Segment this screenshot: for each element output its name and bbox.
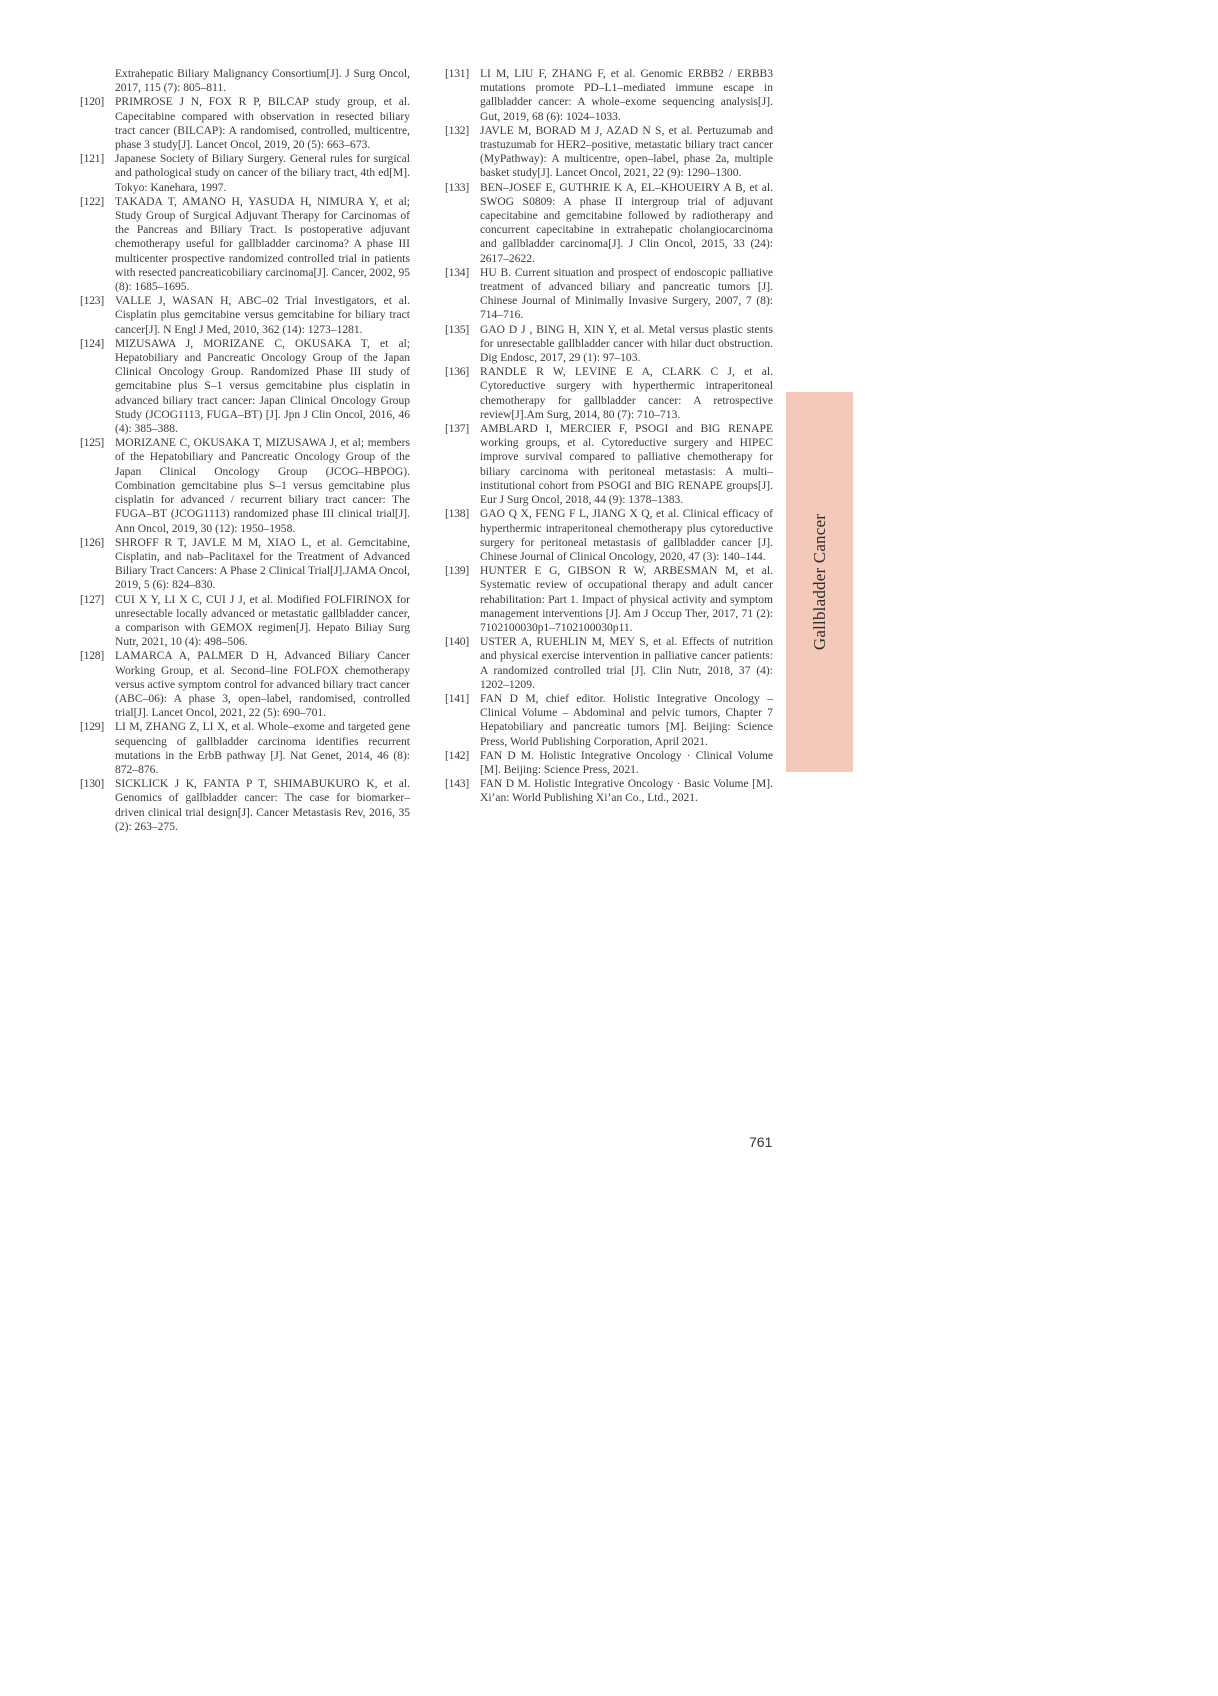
reference-entry (80, 649, 410, 720)
reference-text: GAO D J , BING H, XIN Y, et al. Metal versus plastic stents for unresectable gallbladder cancer with hilar duct obstruction. Dig Endosc, 2017, 29 (1): 97–103. (480, 323, 773, 365)
page-number: 761 (749, 1134, 773, 1150)
reference-text: Extrahepatic Biliary Malignancy Consortium[J]. J Surg Oncol, 2017, 115 (7): 805–811. (115, 68, 410, 95)
reference-text: SHROFF R T, JAVLE M M, XIAO L, et al. Gemcitabine, Cisplatin, and nab–Paclitaxel for the Treatment of Advanced Biliary Tract Cancers: A Phase 2 Clinical Trial[J].JAMA Oncol, 2019, 5 (6): 824–830. (115, 536, 410, 592)
reference-number: [135] (445, 323, 470, 336)
reference-text: RANDLE R W, LEVINE E A, CLARK C J, et al. Cytoreductive surgery with hyperthermic intraperitoneal chemotherapy for gallbladder cancer: A retrospective review[J].Am Surg, 2014, 80 (7): 710–713. (480, 366, 773, 421)
reference-number: [127] (80, 593, 105, 606)
reference-number: [128] (80, 650, 105, 663)
reference-number: [126] (80, 536, 105, 549)
reference-number: [132] (445, 124, 470, 137)
reference-entry (445, 422, 773, 507)
reference-entry (445, 507, 773, 564)
reference-text: MIZUSAWA J, MORIZANE C, OKUSAKA T, et al; Hepatobiliary and Pancreatic Oncology Group of the Japan Clinical Oncology Group. Randomized Phase III study of gemcitabine plus S–1 versus gemcitabine plus cisplatin in advanced biliary tract cancer: Japan Clinical Oncology Group Study (JCOG1113, FUGA–BT) [J]. Jpn J Clin Oncol, 2016, 46 (4): 385–388. (115, 337, 410, 436)
reference-number: [134] (445, 266, 470, 279)
reference-number: [141] (445, 692, 470, 705)
reference-text: AMBLARD I, MERCIER F, PSOGI and BIG RENAPE working groups, et al. Cytoreductive surgery and HIPEC improve survival compared to palliative chemotherapy for biliary carcinoma with peritoneal metastasis: A multi–institutional cohort from PSOGI and BIG RENAPE groups[J]. Eur J Surg Oncol, 2018, 44 (9): 1378–1383. (480, 423, 773, 507)
reference-text: LI M, LIU F, ZHANG F, et al. Genomic ERBB2 / ERBB3 mutations promote PD–L1–mediated immune escape in gallbladder cancer: A whole–exome sequencing analysis[J]. Gut, 2019, 68 (6): 1024–1033. (480, 68, 773, 123)
reference-number: [122] (80, 195, 105, 208)
reference-number: [143] (445, 778, 470, 791)
reference-text: HU B. Current situation and prospect of endoscopic palliative treatment of advanced biliary and pancreatic tumors [J]. Chinese Journal of Minimally Invasive Surgery, 2007, 7 (8): 714–716. (480, 266, 773, 322)
reference-text: PRIMROSE J N, FOX R P, BILCAP study group, et al. Capecitabine compared with observation in resected biliary tract cancer (BILCAP): A randomised, controlled, multicentre, phase 3 study[J]. Lancet Oncol, 2019, 20 (5): 663–673. (115, 96, 410, 152)
reference-text: Japanese Society of Biliary Surgery. General rules for surgical and pathological study on cancer of the biliary tract, 4th ed[M]. Tokyo: Kanehara, 1997. (115, 153, 410, 194)
reference-entry (445, 67, 773, 124)
reference-entry (80, 95, 410, 152)
reference-entry (80, 436, 410, 535)
reference-number: [131] (445, 68, 470, 80)
reference-text: FAN D M, chief editor. Holistic Integrative Oncology – Clinical Volume – Abdominal and pelvic tumors, Chapter 7 Hepatobiliary and pancreatic tumors [M]. Beijing: Science Press, World Publishing Corporation, April 2021. (480, 692, 773, 748)
reference-entry (445, 777, 773, 805)
reference-entry (445, 323, 773, 366)
reference-text: GAO Q X, FENG F L, JIANG X Q, et al. Clinical efficacy of hyperthermic intraperitoneal chemotherapy plus cytoreductive surgery for peritoneal metastasis of gallbladder cancer [J]. Chinese Journal of Clinical Oncology, 2020, 47 (3): 140–144. (480, 508, 773, 563)
reference-text: BEN–JOSEF E, GUTHRIE K A, EL–KHOUEIRY A B, et al. SWOG S0809: A phase II intergroup trial of adjuvant capecitabine and gemcitabine followed by radiotherapy and concurrent capecitabine in extrahepatic cholangiocarcinoma and gallbladder carcinoma[J]. J Clin Oncol, 2015, 33 (24): 2617–2622. (480, 181, 773, 265)
reference-entry (80, 294, 410, 337)
reference-text: LI M, ZHANG Z, LI X, et al. Whole–exome and targeted gene sequencing of gallbladder carcinoma identifies recurrent mutations in the ErbB pathway [J]. Nat Genet, 2014, 46 (8): 872–876. (115, 721, 410, 776)
reference-entry (80, 720, 410, 777)
reference-number: [120] (80, 96, 105, 109)
reference-entry (445, 749, 773, 777)
reference-number: [130] (80, 778, 105, 791)
reference-number: [142] (445, 749, 470, 762)
reference-text: JAVLE M, BORAD M J, AZAD N S, et al. Pertuzumab and trastuzumab for HER2–positive, metastatic biliary tract cancer (MyPathway): A multicentre, open–label, phase 2a, multiple basket study[J]. Lancet Oncol, 2021, 22 (9): 1290–1300. (480, 124, 773, 180)
reference-entry (445, 181, 773, 266)
reference-text: CUI X Y, LI X C, CUI J J, et al. Modified FOLFIRINOX for unresectable locally advanced or metastatic gallbladder cancer, a comparison with GEMOX regimen[J]. Hepato Biliay Surg Nutr, 2021, 10 (4): 498–506. (115, 593, 410, 649)
reference-number: [137] (445, 423, 470, 436)
reference-number: [136] (445, 366, 470, 379)
reference-text: TAKADA T, AMANO H, YASUDA H, NIMURA Y, et al; Study Group of Surgical Adjuvant Therapy for Carcinomas of the Pancreas and Biliary Tract. Is postoperative adjuvant chemotherapy useful for gallbladder carcinoma? A phase III multicenter prospective randomized controlled trial in patients with resected pancreaticobiliary carcinoma[J]. Cancer, 2002, 95 (8): 1685–1695. (115, 195, 410, 294)
reference-entry (80, 536, 410, 593)
reference-entry (80, 593, 410, 650)
reference-number: [129] (80, 721, 105, 734)
reference-entry (80, 152, 410, 195)
reference-entry (445, 266, 773, 323)
reference-number: [139] (445, 565, 470, 578)
reference-entry (445, 124, 773, 181)
reference-text: FAN D M. Holistic Integrative Oncology · Basic Volume [M]. Xi’an: World Publishing Xi’an Co., Ltd., 2021. (480, 778, 773, 805)
reference-entry (445, 564, 773, 635)
reference-entry (80, 777, 410, 834)
reference-text: VALLE J, WASAN H, ABC–02 Trial Investigators, et al. Cisplatin plus gemcitabine versus gemcitabine for biliary tract cancer[J]. N Engl J Med, 2010, 362 (14): 1273–1281. (115, 295, 410, 336)
reference-text: HUNTER E G, GIBSON R W, ARBESMAN M, et al. Systematic review of occupational therapy and adult cancer rehabilitation: Part 1. Impact of physical activity and symptom management interventions [J]. Am J Occup Ther, 2017, 71 (2): 7102100030p1–7102100030p11. (480, 565, 773, 634)
reference-number: [125] (80, 437, 105, 450)
reference-column-left (80, 67, 410, 834)
reference-number: [121] (80, 153, 105, 166)
reference-entry (445, 635, 773, 692)
reference-number: [138] (445, 508, 470, 521)
reference-entry (445, 692, 773, 749)
reference-number: [124] (80, 337, 105, 350)
chapter-side-tab-label: Gallbladder Cancer (809, 513, 829, 651)
reference-number: [133] (445, 181, 470, 194)
reference-entry (80, 67, 410, 95)
reference-entry (445, 365, 773, 422)
reference-number: [140] (445, 636, 470, 649)
reference-text: LAMARCA A, PALMER D H, Advanced Biliary Cancer Working Group, et al. Second–line FOLFOX chemotherapy versus active symptom control for advanced biliary tract cancer (ABC–06): A phase 3, open–label, randomised, controlled trial[J]. Lancet Oncol, 2021, 22 (5): 690–701. (115, 650, 410, 720)
reference-text: SICKLICK J K, FANTA P T, SHIMABUKURO K, et al. Genomics of gallbladder cancer: The case for biomarker–driven clinical trial design[J]. Cancer Metastasis Rev, 2016, 35 (2): 263–275. (115, 778, 410, 833)
reference-text: MORIZANE C, OKUSAKA T, MIZUSAWA J, et al; members of the Hepatobiliary and Pancreatic Oncology Group of the Japan Clinical Oncology Group (JCOG–HBPOG). Combination gemcitabine plus S–1 versus gemcitabine plus cisplatin for advanced / recurrent biliary tract cancer: The FUGA–BT (JCOG1113) randomized phase III clinical trial[J]. Ann Oncol, 2019, 30 (12): 1950–1958. (115, 437, 410, 535)
chapter-side-tab (786, 392, 853, 772)
reference-column-right (445, 67, 773, 806)
reference-entry (80, 337, 410, 436)
reference-text: FAN D M. Holistic Integrative Oncology · Clinical Volume [M]. Beijing: Science Press, 2021. (480, 749, 773, 776)
reference-entry (80, 195, 410, 294)
reference-number: [123] (80, 295, 105, 308)
reference-text: USTER A, RUEHLIN M, MEY S, et al. Effects of nutrition and physical exercise intervention in palliative cancer patients: A randomized controlled trial [J]. Clin Nutr, 2018, 37 (4): 1202–1209. (480, 636, 773, 691)
